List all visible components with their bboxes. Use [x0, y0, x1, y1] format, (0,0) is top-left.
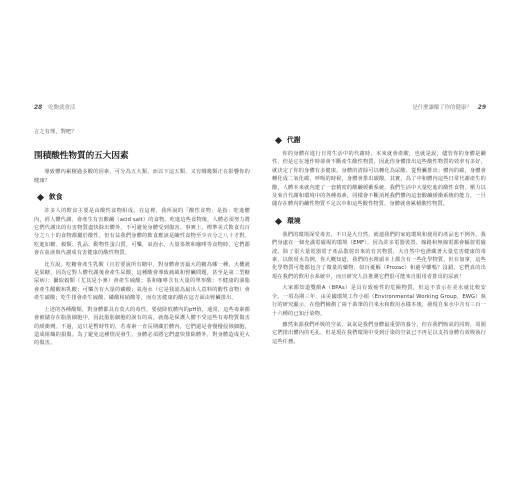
- diamond-bullet-icon: [37, 194, 44, 201]
- subsection-metabolism: [272, 136, 486, 145]
- left-content: [34, 128, 250, 351]
- section-title: 围積酸性物質的五大因素: [34, 151, 129, 162]
- subsection-diet: [34, 193, 250, 202]
- left-page-number: 28: [34, 104, 43, 111]
- right-running-title: 是什麼讓酸了你的健康？: [412, 105, 472, 111]
- intro-paragraph: 導致體內累積過多酸的因素，可分為五大類，而以下這五類，又有哪幾類正在影響你的健康？: [34, 169, 250, 184]
- subsection-environment: [272, 217, 486, 226]
- left-running-title: 吃飽就會活: [48, 105, 76, 111]
- diamond-bullet-icon: [275, 218, 282, 225]
- subsection-metabolism-title: 代謝: [287, 136, 301, 144]
- body-paragraph: 許多人的飲食主要是由酸性食物組成。在這裡，我所說的「酸性食物」是指：吃進體內，經人體代謝、會產生有害酸鹼（acid salt）的食物。吃進這些食物後，人體必須努力將它們代謝出的有害物質盡快除出體外，不可避免身體受到傷害。事實上，標準美式飲食有百分之八十的食物都屬於酸性，但有益我們身體的飲食應該是鹼性食物至少百分之八十才對。吃進如糖、穀類、乳品、動物性蛋白質，可樂，氣泡水，大量茶飲和咖啡等食物時，它們都會在血液與代謝成有害健康的酸性物質。: [34, 208, 250, 257]
- body-paragraph: 我們的環境深受毒害，不只是大自然，就連我們的家庭環境和使用的產品也不例外。我們身處在一個充滿電磁場的環境（EMF），因為許多電器裝置、線路和無線電都會輻射電磁波，除了很大量電器電子產品散射出來的有害物質，大自然中也潛藏著大量危害健康的毒素，以飲用水為例，你大概知道，我們的水裡頭本上都含有一些化學物質，但在加拿，這些化學物質可能都包含了微量的藥物，如百憂解（Prozac）和避孕藥嗎？沒錯，它們真的出現在我們的飲用水系統中，而且研究人員推測它們很可能來自服用者排出的尿液！: [272, 231, 486, 280]
- body-paragraph: 你的身體在進行日常生活中的代謝時，本來就會產酸，也就是說，儘管你的身體是鹼性，但是它在運作時卻會不斷產生酸性物質，因此你身體排出這些酸性物質的效率有多好，就決定了你的身體有多健康。身體的清除可以轉化為尿酸、從腎臟排出；體內的碳，身體會轉化成二氧化碳，呼吸的時候，身體會排出碳酸。其實，為了中和體內這些日常代謝產生的酸，人體本來就內建了一套精密的酸鹼緩衝系統。我們生活中大量吃進的酸性食物，壓力以及來自代謝和環境中的各種毒素，同樣會不斷消耗我們體內這套酸鹼緩衝系統的能力，一旦儲存在體內的鹼性物質不足以中和這些酸性物質，身體就會累積酸性物質。: [272, 151, 486, 208]
- left-running-head: [34, 103, 75, 111]
- body-paragraph: 上述的各種酸類，對身體都具有莫大的毒性，要使降低體內的pH值，通常，這些毒素都會被儲存在脂肪細胞中，因此脂肪細胞的淚有的高，就傷是保護人體不受這些有毒物質傷害的緩衝劑。不過，這只是暫時性的，若毒素一直長期藏於體內，它們還是會慢慢侵蝕細胞，造成組織的損傷。為了避免這種情況發生，身體必須將它們盡快排除體外，對身體造成更大的傷害。: [34, 306, 250, 347]
- body-paragraph: 雖然來源我們呼吸的空氣，氣氣是我們身體最重要的養分，但在我們吸氣的同時，周圍它們排出體內的毛孔，但是現在我們環境中受到汙染的空氣已不再足以支持身體有效吸執行這些任務。: [272, 321, 486, 345]
- right-content: [272, 128, 486, 349]
- diamond-bullet-icon: [275, 137, 282, 144]
- subsection-diet-title: 飲食: [49, 193, 63, 202]
- right-running-head: [412, 103, 486, 111]
- lead-paragraph: 言之有理，對吧？: [34, 129, 77, 135]
- subsection-environment-title: 環境: [287, 216, 301, 225]
- body-paragraph: 比方說，吃糖會產生乳酸（且若要說所有糖中，對身體會害最大的糖為哪一種，大概就是果糖，因為它對人體代謝後會產生尿酸，這種酸會導致痛風和腎臟問題，甚至是第二型糖尿病）；攝取穀類（尤其是小麥）會產生硫酸；茶和咖啡含有大量的單寧酸；不健康的油脂會產生醋酸和乳酸；可樂含有大量的磷酸；氣泡水（它是我認為最出人意料的酸性食物）會產生碳酸；吃牛排會產生硫酸、磷酸和硝酸等，而有害健康的酸在這方面由腎臟排出。: [34, 261, 250, 302]
- right-page-number: 29: [477, 104, 486, 111]
- body-paragraph: 大家都知道雙酚A（BPAs）是具有致癌性的危險物質，但這不表示在美水就比較安全。一項為期三年、由美國環境工作小組（Environmental Working Group，EWG）執行的研究顯示，在他們檢測了兩千萬筆的自來水和飲用水樣本後，發現自來水中含有三百一十六種的已知汙染物。: [272, 285, 486, 317]
